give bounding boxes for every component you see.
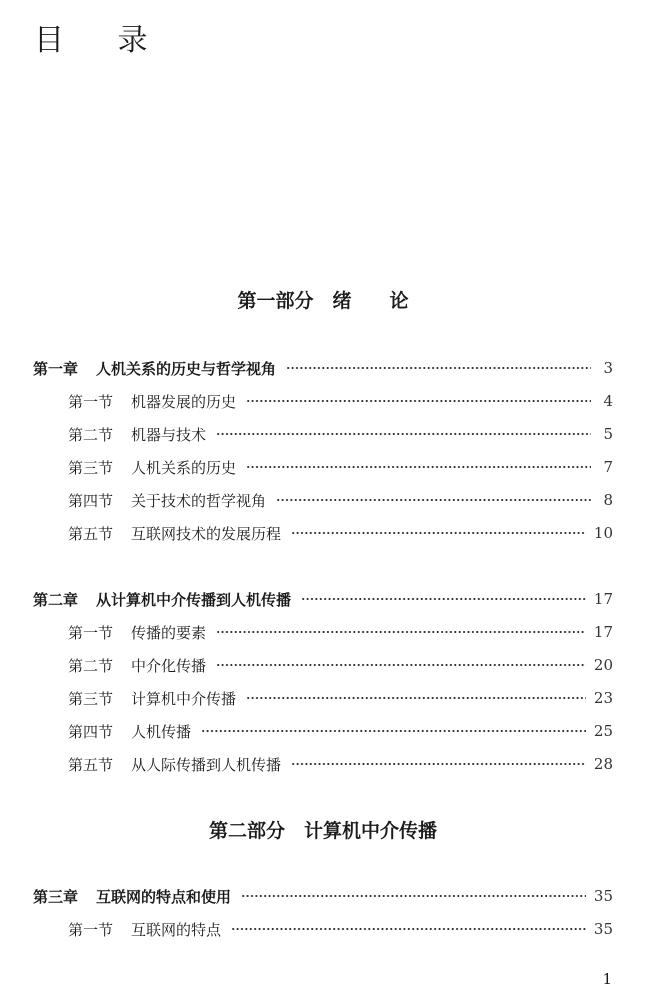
dot-leader	[201, 729, 586, 733]
toc-chapter-entry[interactable]	[33, 588, 613, 610]
dot-leader	[246, 465, 591, 469]
toc-section-entry[interactable]	[68, 654, 613, 676]
chapter-label: 第二章	[33, 590, 79, 609]
dot-leader	[286, 366, 591, 370]
page-number: 35	[593, 920, 613, 938]
dot-leader	[291, 762, 586, 766]
section-title: 人机关系的历史	[131, 458, 237, 477]
dot-leader	[216, 663, 586, 667]
page-number: 17	[593, 623, 613, 641]
section-label: 第三节	[68, 458, 114, 477]
section-label: 第二节	[68, 425, 114, 444]
chapter-label: 第三章	[33, 887, 79, 906]
dot-leader	[246, 399, 591, 403]
page-number: 5	[603, 425, 613, 443]
section-label: 第二节	[68, 656, 114, 675]
dot-leader	[241, 894, 586, 898]
toc-chapter-entry[interactable]	[33, 885, 613, 907]
toc-chapter-entry[interactable]	[33, 357, 613, 379]
section-title: 关于技术的哲学视角	[131, 491, 267, 510]
page-number: 28	[593, 755, 613, 773]
toc-section-entry[interactable]	[68, 720, 613, 742]
chapter-label: 第一章	[33, 359, 79, 378]
page-number: 7	[603, 458, 613, 476]
section-title: 从人际传播到人机传播	[131, 755, 282, 774]
section-label: 第五节	[68, 524, 114, 543]
toc-section-entry[interactable]	[68, 489, 613, 511]
toc-section-entry[interactable]	[68, 522, 613, 544]
page-number: 17	[593, 590, 613, 608]
page-number: 25	[593, 722, 613, 740]
toc-section-entry[interactable]	[68, 753, 613, 775]
page-number: 4	[603, 392, 613, 410]
dot-leader	[216, 432, 591, 436]
dot-leader	[216, 630, 586, 634]
chapter-title: 人机关系的历史与哲学视角	[96, 359, 277, 378]
section-title: 机器发展的历史	[131, 392, 237, 411]
toc-section-entry[interactable]	[68, 687, 613, 709]
page-number: 8	[603, 491, 613, 509]
toc-section-entry[interactable]	[68, 423, 613, 445]
section-title: 人机传播	[131, 722, 192, 741]
toc-section-entry[interactable]	[68, 456, 613, 478]
section-label: 第一节	[68, 623, 114, 642]
section-label: 第五节	[68, 755, 114, 774]
chapter-title: 互联网的特点和使用	[96, 887, 232, 906]
toc-section-entry[interactable]	[68, 390, 613, 412]
page-title: 目 录	[34, 23, 170, 58]
page-number: 3	[603, 359, 613, 377]
dot-leader	[301, 597, 586, 601]
section-label: 第一节	[68, 920, 114, 939]
section-title: 机器与技术	[131, 425, 207, 444]
toc-section-entry[interactable]	[68, 621, 613, 643]
dot-leader	[291, 531, 586, 535]
section-title: 中介化传播	[131, 656, 207, 675]
section-title: 计算机中介传播	[131, 689, 237, 708]
page-number: 20	[593, 656, 613, 674]
page-number: 35	[593, 887, 613, 905]
section-title: 传播的要素	[131, 623, 207, 642]
dot-leader	[246, 696, 586, 700]
toc-section-entry[interactable]	[68, 918, 613, 940]
part-heading: 第一部分 绪 论	[237, 290, 409, 312]
dot-leader	[231, 927, 586, 931]
section-label: 第一节	[68, 392, 114, 411]
page-number: 23	[593, 689, 613, 707]
section-title: 互联网的特点	[131, 920, 222, 939]
part-heading: 第二部分 计算机中介传播	[208, 820, 437, 842]
section-title: 互联网技术的发展历程	[131, 524, 282, 543]
dot-leader	[276, 498, 591, 502]
section-label: 第四节	[68, 491, 114, 510]
page-folio-number: 1	[602, 970, 612, 988]
section-label: 第三节	[68, 689, 114, 708]
page-number: 10	[593, 524, 613, 542]
chapter-title: 从计算机中介传播到人机传播	[96, 590, 292, 609]
section-label: 第四节	[68, 722, 114, 741]
